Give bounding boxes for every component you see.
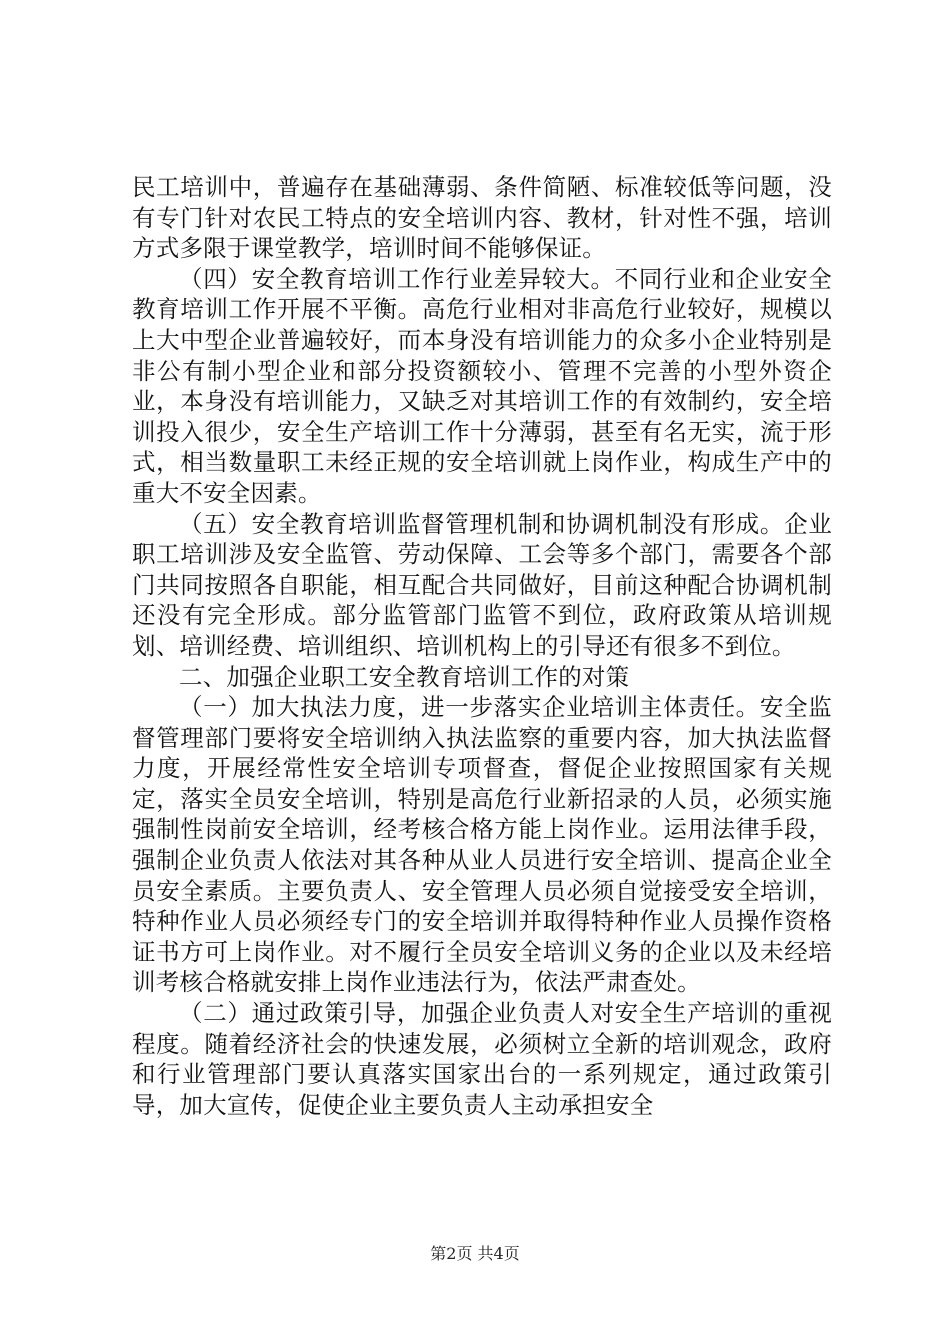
page-footer: 第2页 共4页: [430, 1244, 520, 1263]
paragraph-3: （五）安全教育培训监督管理机制和协调机制没有形成。企业职工培训涉及安全监管、劳动保障、工会等多个部门，需要各个部门共同按照各自职能，相互配合共同做好，目前这种配合协调机制还没有完全形成。部分监管部门监管不到位，政府政策从培训规划、培训经费、培训组织、培训机构上的引导还有很多不到位。: [132, 509, 832, 660]
paragraph-1: 民工培训中，普遍存在基础薄弱、条件简陋、标准较低等问题，没有专门针对农民工特点的安全培训内容、教材，针对性不强，培训方式多限于课堂教学，培训时间不能够保证。: [132, 173, 832, 263]
paragraph-2: （四）安全教育培训工作行业差异较大。不同行业和企业安全教育培训工作开展不平衡。高危行业相对非高危行业较好，规模以上大中型企业普遍较好，而本身没有培训能力的众多小企业特别是非公有制小型企业和部分投资额较小、管理不完善的小型外资企业，本身没有培训能力，又缺乏对其培训工作的有效制约，安全培训投入很少，安全生产培训工作十分薄弱，甚至有名无实，流于形式，相当数量职工未经正规的安全培训就上岗作业，构成生产中的重大不安全因素。: [132, 264, 832, 507]
paragraph-4: （一）加大执法力度，进一步落实企业培训主体责任。安全监督管理部门要将安全培训纳入执法监察的重要内容，加大执法监督力度，开展经常性安全培训专项督查，督促企业按照国家有关规定，落实全员安全培训，特别是高危行业新招录的人员，必须实施强制性岗前安全培训，经考核合格方能上岗作业。运用法律手段，强制企业负责人依法对其各种从业人员进行安全培训、提高企业全员安全素质。主要负责人、安全管理人员必须自觉接受安全培训，特种作业人员必须经专门的安全培训并取得特种作业人员操作资格证书方可上岗作业。对不履行全员安全培训义务的企业以及未经培训考核合格就安排上岗作业违法行为，依法严肃查处。: [132, 693, 832, 997]
section-heading: 二、加强企业职工安全教育培训工作的对策: [179, 662, 630, 691]
paragraph-5: （二）通过政策引导，加强企业负责人对安全生产培训的重视程度。随着经济社会的快速发展，必须树立全新的培训观念，政府和行业管理部门要认真落实国家出台的一系列规定，通过政策引导，加大宣传，促使企业主要负责人主动承担安全: [132, 999, 832, 1119]
document-body: [132, 172, 832, 1120]
